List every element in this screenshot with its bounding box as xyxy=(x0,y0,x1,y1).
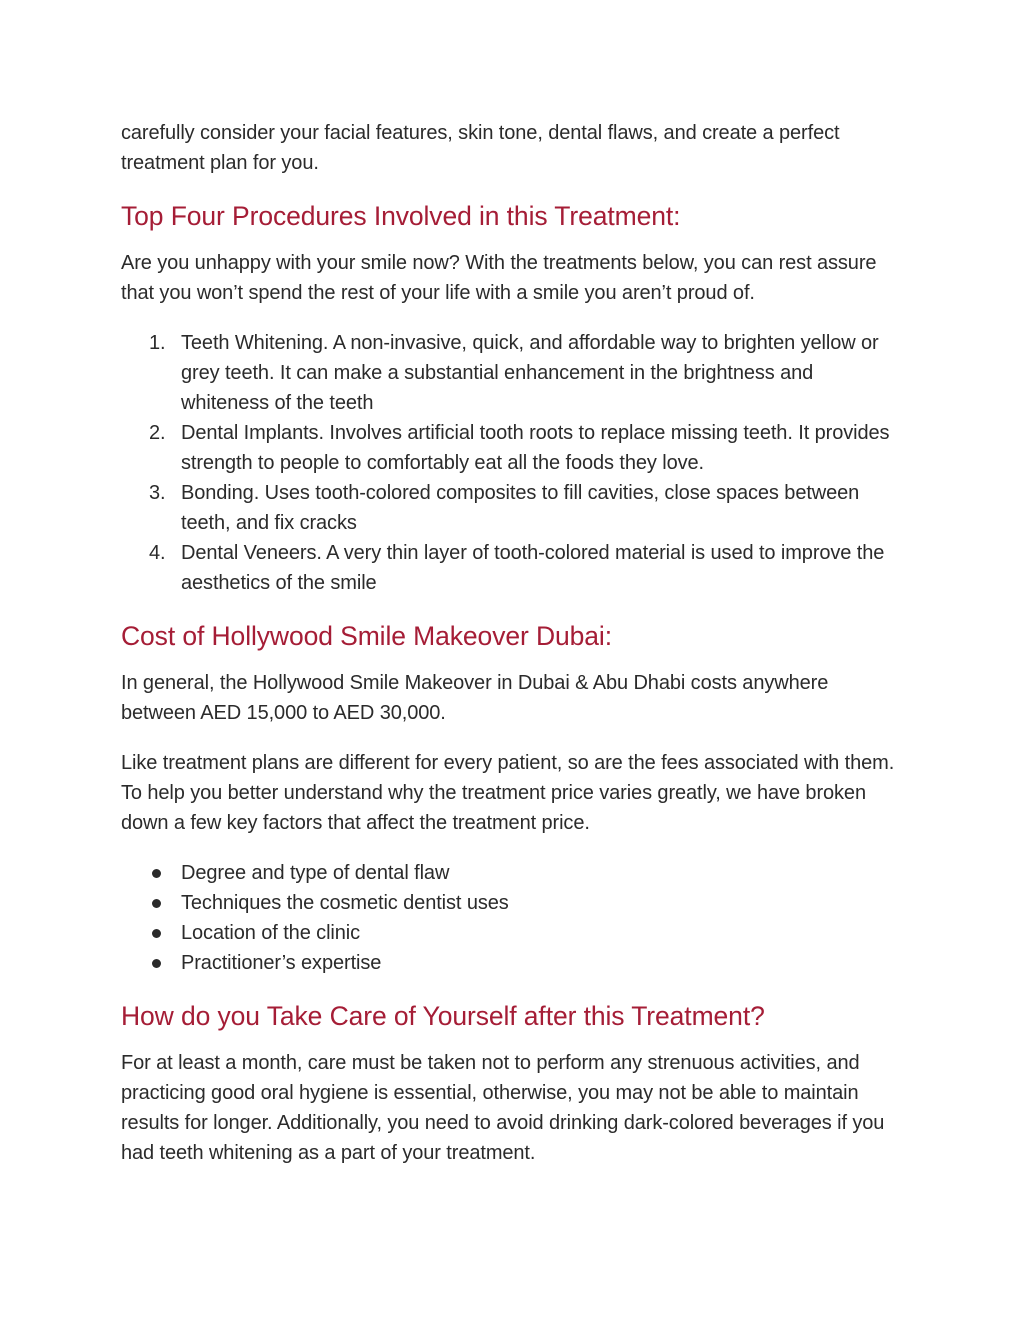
intro-paragraph: carefully consider your facial features, skin tone, dental flaws, and create a perfect treatment plan for you. xyxy=(121,122,840,174)
list-item xyxy=(121,948,901,978)
list-item xyxy=(121,858,901,888)
procedures-intro-paragraph: Are you unhappy with your smile now? With the treatments below, you can rest assure that you won’t spend the rest of your life with a smile you aren’t proud of. xyxy=(121,252,877,304)
list-item xyxy=(121,418,901,478)
list-item-text: Degree and type of dental flaw xyxy=(181,862,450,884)
list-item-text: Location of the clinic xyxy=(181,922,361,944)
list-number: 2. xyxy=(149,422,166,444)
list-item xyxy=(121,918,901,948)
document-page xyxy=(121,118,901,1168)
aftercare-heading: How do you Take Care of Yourself after this Treatment? xyxy=(121,1001,765,1031)
bullet-icon xyxy=(152,899,161,908)
list-item-text: Practitioner’s expertise xyxy=(181,952,382,974)
list-item xyxy=(121,478,901,538)
cost-heading: Cost of Hollywood Smile Makeover Dubai: xyxy=(121,621,612,651)
procedures-heading: Top Four Procedures Involved in this Treatment: xyxy=(121,201,681,231)
list-item xyxy=(121,888,901,918)
procedures-list xyxy=(121,328,901,598)
price-factors-list xyxy=(121,858,901,978)
bullet-icon xyxy=(152,869,161,878)
list-item-text: Teeth Whitening. A non-invasive, quick, and affordable way to brighten yellow or grey teeth. It can make a substantial enhancement in the brightness and whiteness of the teeth xyxy=(181,332,879,414)
bullet-icon xyxy=(152,929,161,938)
list-item-text: Dental Veneers. A very thin layer of tooth-colored material is used to improve the aesthetics of the smile xyxy=(181,542,885,594)
list-number: 4. xyxy=(149,542,166,564)
list-item-text: Techniques the cosmetic dentist uses xyxy=(181,892,509,914)
list-number: 3. xyxy=(149,482,166,504)
list-item-text: Bonding. Uses tooth-colored composites to fill cavities, close spaces between teeth, and fix cracks xyxy=(181,482,860,534)
cost-paragraph: In general, the Hollywood Smile Makeover in Dubai & Abu Dhabi costs anywhere between AED 15,000 to AED 30,000. xyxy=(121,672,829,724)
list-number: 1. xyxy=(149,332,166,354)
price-factors-paragraph: Like treatment plans are different for every patient, so are the fees associated with them. To help you better understand why the treatment price varies greatly, we have broken down a few key factors that affect the treatment price. xyxy=(121,752,895,834)
list-item xyxy=(121,538,901,598)
aftercare-paragraph: For at least a month, care must be taken not to perform any strenuous activities, and practicing good oral hygiene is essential, otherwise, you may not be able to maintain results for longer. Additionally, you need to avoid drinking dark-colored beverages if you had teeth whitening as a part of your treatment. xyxy=(121,1052,885,1164)
list-item xyxy=(121,328,901,418)
bullet-icon xyxy=(152,959,161,968)
list-item-text: Dental Implants. Involves artificial tooth roots to replace missing teeth. It provides strength to people to comfortably eat all the foods they love. xyxy=(181,422,890,474)
